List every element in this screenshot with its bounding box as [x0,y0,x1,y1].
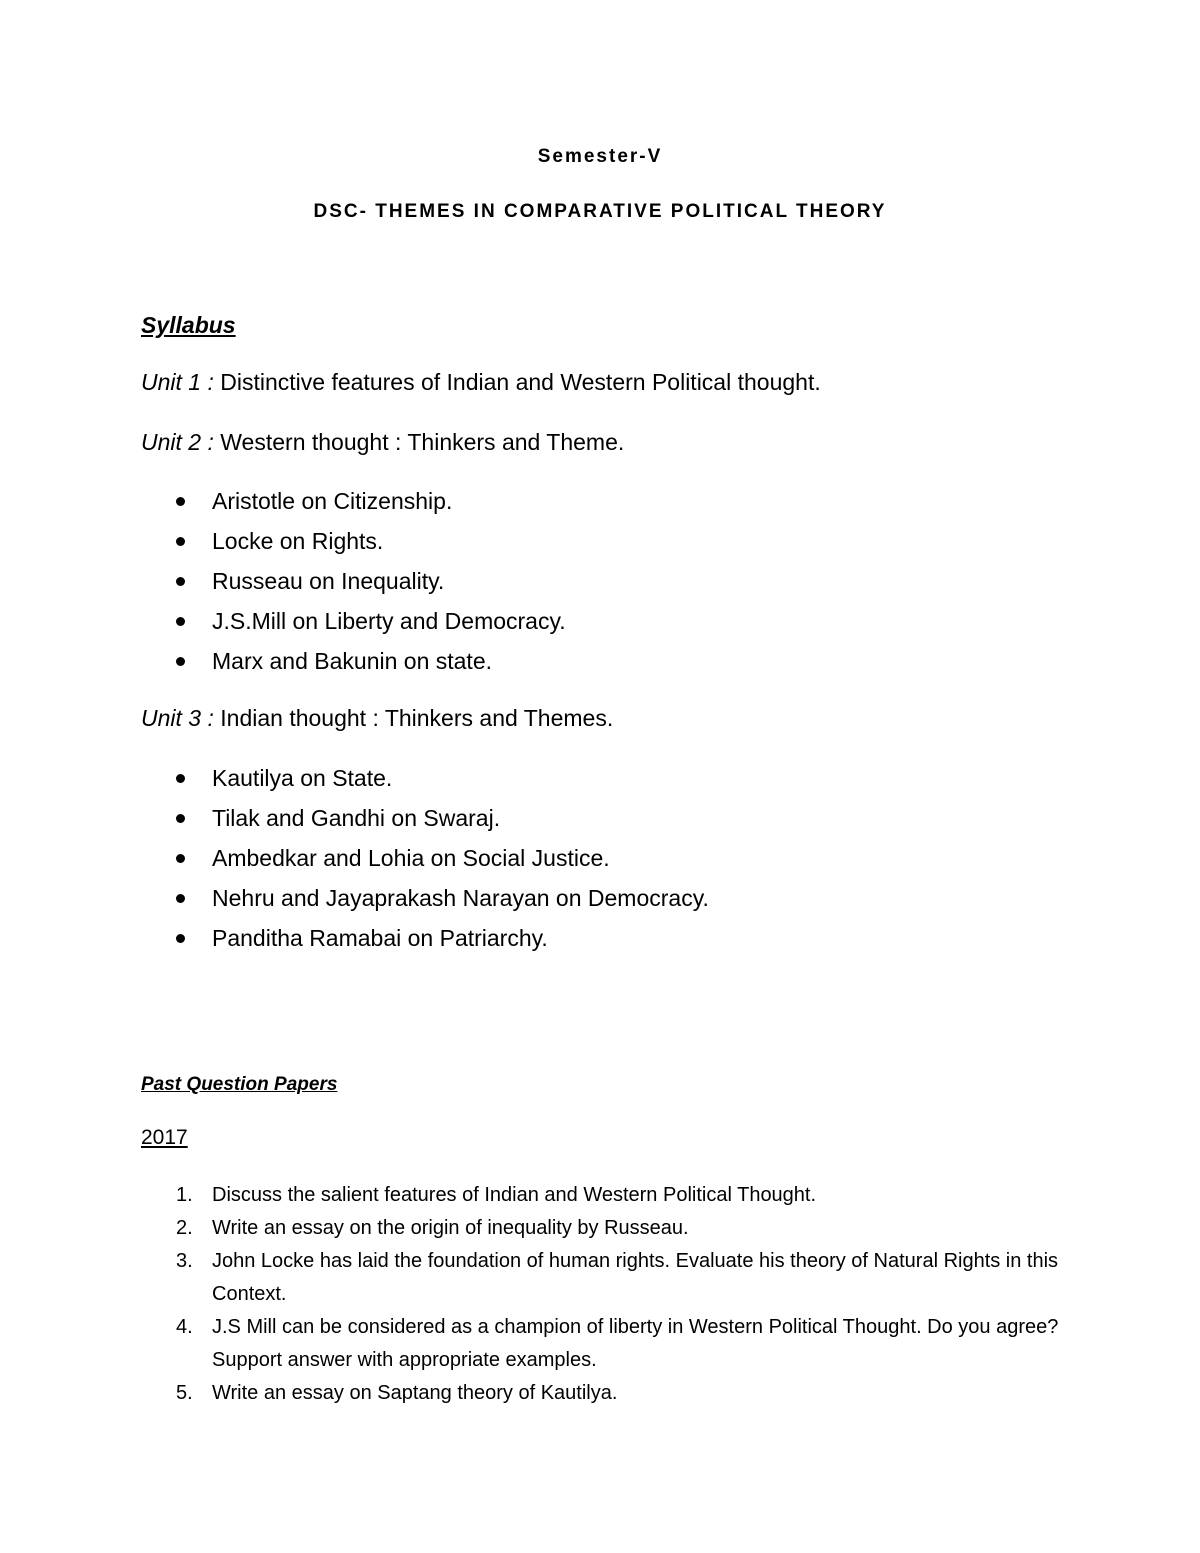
question-item [0,1179,1062,1212]
topic-text: Russeau on Inequality. [212,568,445,594]
unit-1 [141,369,821,396]
question-text: Write an essay on Saptang theory of Kautilya. [212,1382,618,1404]
topic-text: Nehru and Jayaprakash Narayan on Democracy. [212,885,709,911]
bullet-icon [176,537,185,546]
list-item [0,925,709,965]
question-number: 5. [176,1382,193,1404]
list-item [0,765,709,805]
topic-text: Ambedkar and Lohia on Social Justice. [212,845,610,871]
topic-text: Tilak and Gandhi on Swaraj. [212,805,501,831]
list-item [0,608,566,648]
question-text: Discuss the salient features of Indian and Western Political Thought. [212,1184,817,1206]
bullet-icon [176,497,185,506]
question-number: 3. [176,1250,193,1272]
list-item [0,805,709,845]
question-number: 2. [176,1217,193,1239]
bullet-icon [176,934,185,943]
past-papers-heading: Past Question Papers [141,1074,338,1095]
unit-2-text: Western thought : Thinkers and Theme. [220,429,625,455]
list-item [0,528,566,568]
topic-text: Locke on Rights. [212,528,384,554]
bullet-icon [176,894,185,903]
list-item [0,648,566,688]
question-item [0,1245,1062,1311]
topic-text: Aristotle on Citizenship. [212,488,453,514]
semester-heading: Semester-V [537,146,663,167]
unit-1-label: Unit 1 : [141,369,214,395]
bullet-icon [176,577,185,586]
syllabus-heading: Syllabus [141,312,236,338]
bullet-icon [176,774,185,783]
topic-text: Kautilya on State. [212,765,393,791]
question-number: 4. [176,1316,193,1338]
unit-3-label: Unit 3 : [141,705,214,731]
question-item [0,1212,1062,1245]
bullet-icon [176,657,185,666]
question-item [0,1311,1062,1377]
topic-text: Panditha Ramabai on Patriarchy. [212,925,548,951]
western-topics-list [0,488,566,688]
question-text: Write an essay on the origin of inequality by Russeau. [212,1217,689,1239]
list-item [0,845,709,885]
paper-year: 2017 [141,1126,188,1149]
bullet-icon [176,854,185,863]
questions-list [0,1179,1062,1410]
unit-1-text: Distinctive features of Indian and Western Political thought. [220,369,821,395]
course-title: DSC- THEMES IN COMPARATIVE POLITICAL THEORY [313,201,887,222]
unit-2 [141,429,624,456]
list-item [0,568,566,608]
unit-3-text: Indian thought : Thinkers and Themes. [220,705,614,731]
list-item [0,885,709,925]
bullet-icon [176,617,185,626]
list-item [0,488,566,528]
indian-topics-list [0,765,709,965]
topic-text: Marx and Bakunin on state. [212,648,492,674]
question-text: John Locke has laid the foundation of human rights. Evaluate his theory of Natural Rights in this Context. [212,1250,1059,1305]
topic-text: J.S.Mill on Liberty and Democracy. [212,608,566,634]
question-number: 1. [176,1184,193,1206]
unit-3 [141,705,613,732]
question-text: J.S Mill can be considered as a champion of liberty in Western Political Thought. Do you agree? Support answer with appropriate examples. [212,1316,1059,1371]
unit-2-label: Unit 2 : [141,429,214,455]
question-item [0,1377,1062,1410]
bullet-icon [176,814,185,823]
